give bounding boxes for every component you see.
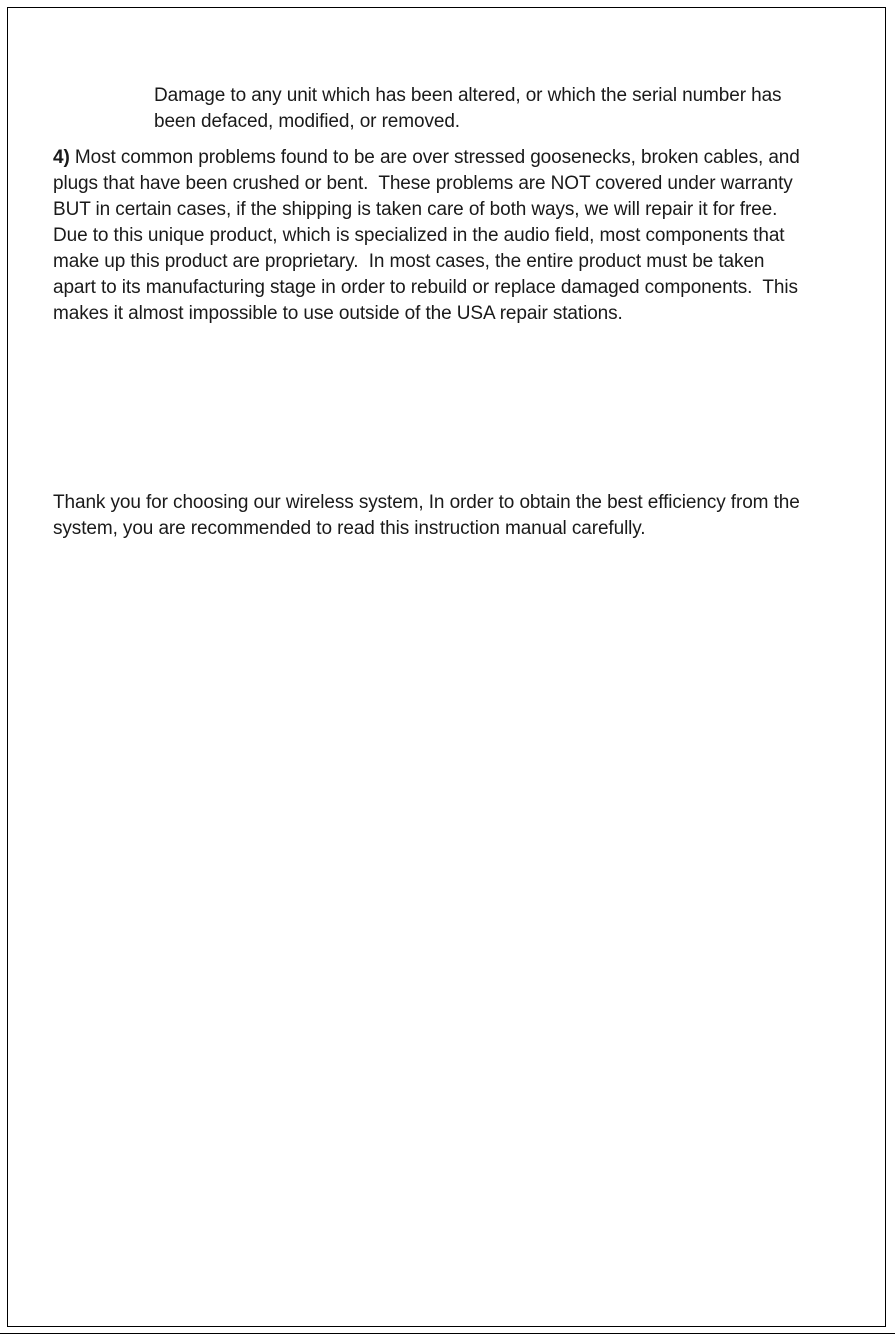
intro-paragraph	[53, 490, 873, 542]
warranty-continuation-text	[154, 83, 854, 135]
text-line: makes it almost impossible to use outside of the USA repair stations.	[53, 303, 623, 324]
bottom-rule	[0, 1333, 895, 1334]
text-line	[53, 145, 873, 171]
text-line: plugs that have been crushed or bent. These problems are NOT covered under warranty	[53, 173, 793, 194]
text-line: Thank you for choosing our wireless system, In order to obtain the best efficiency from the	[53, 492, 800, 513]
text-line: been defaced, modified, or removed.	[154, 111, 460, 132]
text-line: system, you are recommended to read this instruction manual carefully.	[53, 518, 646, 539]
item-text: Most common problems found to be are over stressed goosenecks, broken cables, and	[69, 147, 800, 168]
warranty-item-4	[53, 145, 873, 327]
text-line: make up this product are proprietary. In most cases, the entire product must be taken	[53, 251, 765, 272]
text-line: Due to this unique product, which is specialized in the audio field, most components that	[53, 225, 785, 246]
text-line: BUT in certain cases, if the shipping is taken care of both ways, we will repair it for free.	[53, 199, 778, 220]
item-number: 4)	[53, 147, 70, 168]
text-line: Damage to any unit which has been altered, or which the serial number has	[154, 85, 782, 106]
text-line: apart to its manufacturing stage in order to rebuild or replace damaged components. This	[53, 277, 798, 298]
